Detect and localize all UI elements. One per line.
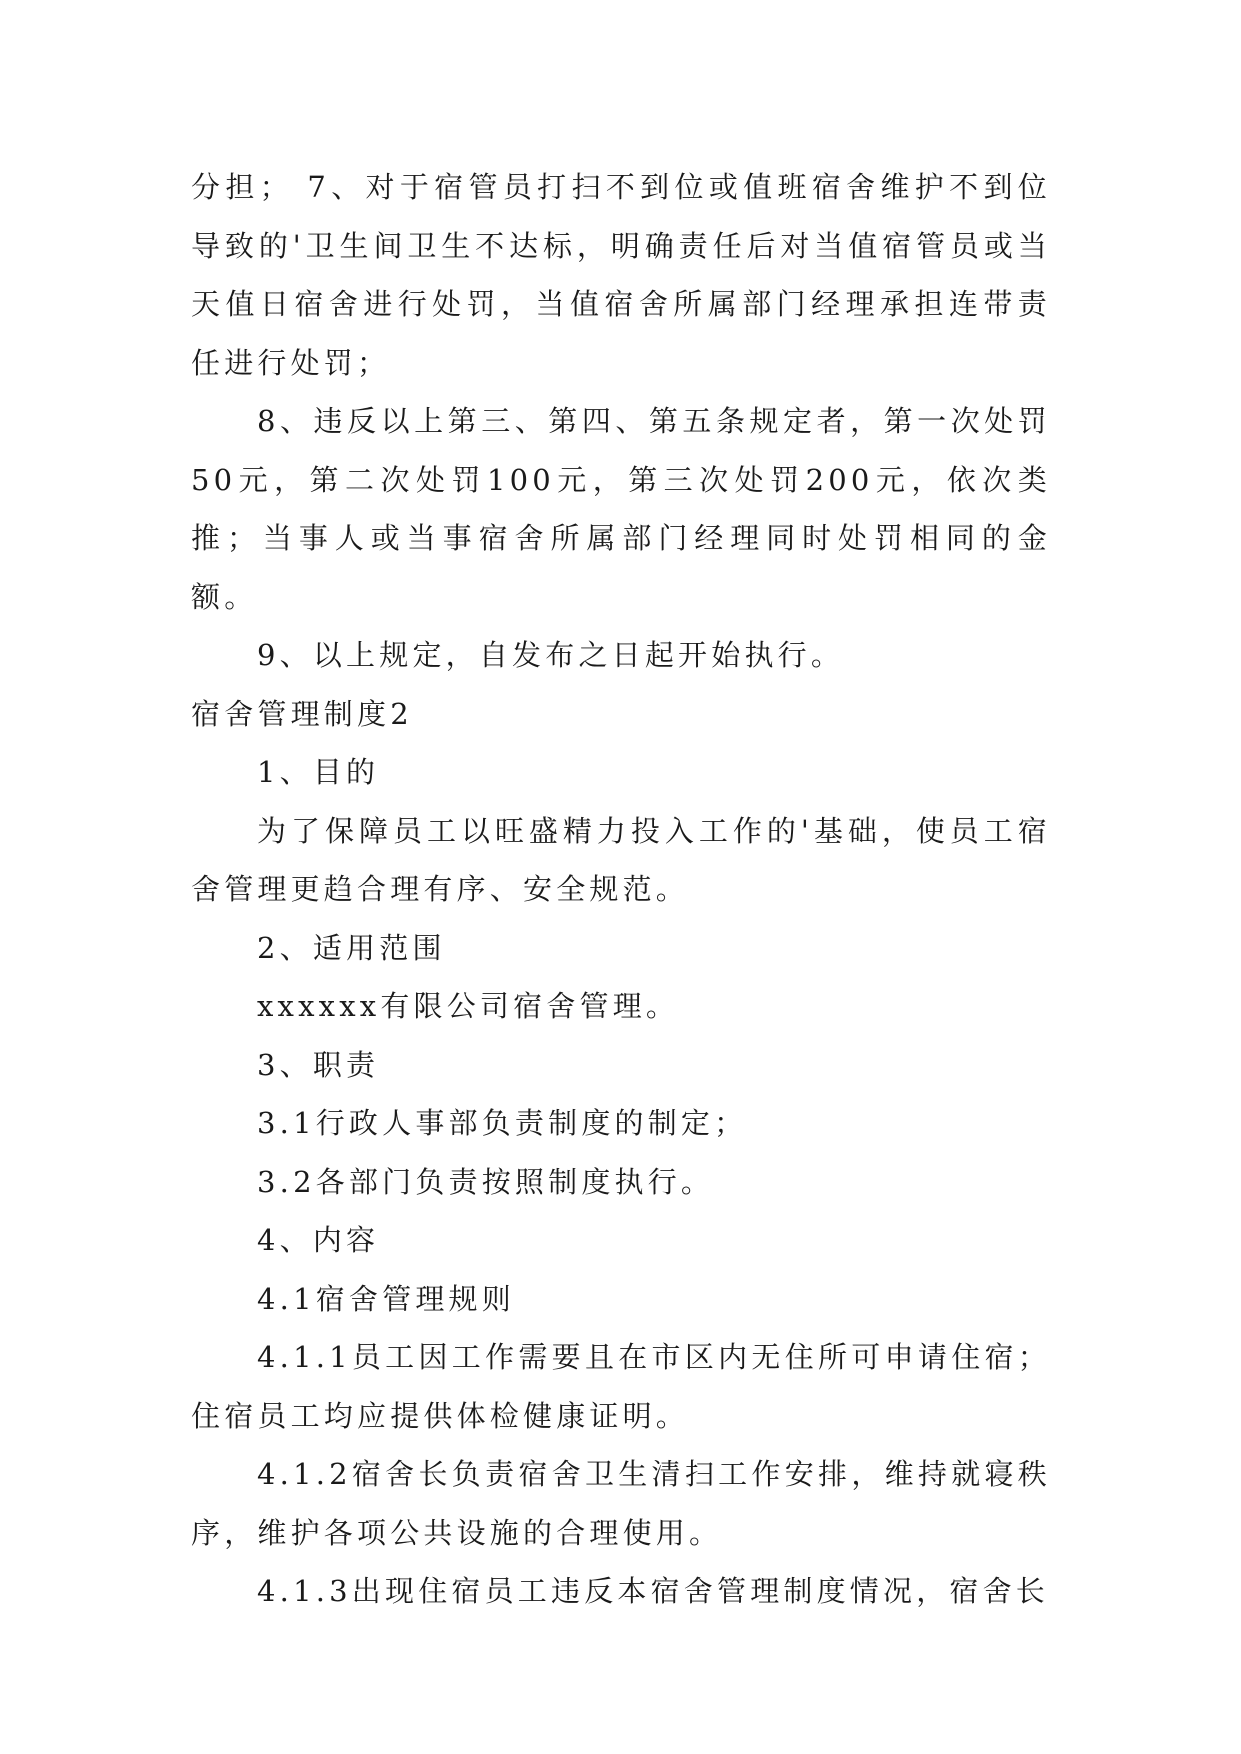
paragraph-rule-8: 8、违反以上第三、第四、第五条规定者，第一次处罚50元，第二次处罚100元，第三次处罚200元，依次类推；当事人或当事宿舍所属部门经理同时处罚相同的金额。: [191, 404, 1051, 614]
paragraph-scope: xxxxxx有限公司宿舍管理。: [257, 989, 680, 1023]
paragraph-content-heading: 4、内容: [257, 1223, 380, 1257]
paragraph-purpose-heading: 1、目的: [257, 755, 380, 789]
paragraph-scope-heading: 2、适用范围: [257, 930, 446, 965]
paragraph-rule-4-1-3: 4.1.3出现住宿员工违反本宿舍管理制度情况，宿舍长: [257, 1574, 1049, 1608]
document-page: [191, 158, 1051, 1621]
paragraph-duty-3-2: 3.2各部门负责按照制度执行。: [257, 1164, 715, 1199]
paragraph-purpose: 为了保障员工以旺盛精力投入工作的'基础，使员工宿舍管理更趋合理有序、安全规范。: [191, 813, 1051, 906]
paragraph-continuation: 分担； 7、对于宿管员打扫不到位或值班宿舍维护不到位导致的'卫生间卫生不达标，明确责任后对当值宿管员或当天值日宿舍进行处罚，当值宿舍所属部门经理承担连带责任进行处罚；: [191, 170, 1051, 380]
paragraph-duties-heading: 3、职责: [257, 1047, 380, 1082]
paragraph-duty-3-1: 3.1行政人事部负责制度的制定；: [257, 1106, 748, 1140]
section-title: 宿舍管理制度2: [191, 696, 413, 731]
paragraph-rule-4-1-1: 4.1.1员工因工作需要且在市区内无住所可申请住宿；住宿员工均应提供体检健康证明。: [191, 1340, 1051, 1433]
paragraph-rule-9: 9、以上规定，自发布之日起开始执行。: [257, 638, 845, 672]
paragraph-rules-4-1: 4.1宿舍管理规则: [257, 1281, 515, 1316]
paragraph-rule-4-1-2: 4.1.2宿舍长负责宿舍卫生清扫工作安排，维持就寝秩序，维护各项公共设施的合理使用。: [191, 1457, 1051, 1550]
